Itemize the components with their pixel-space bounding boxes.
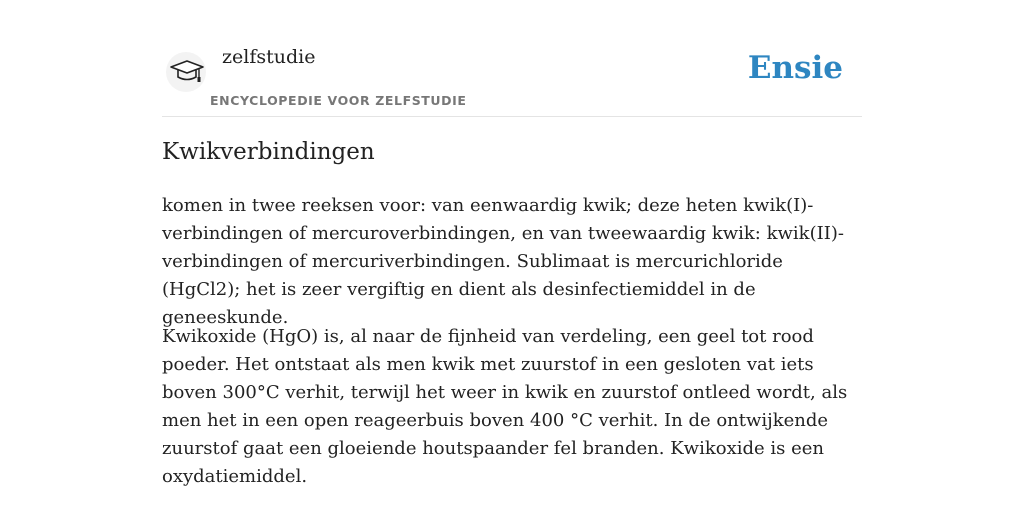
- article-title: Kwikverbindingen: [162, 139, 375, 165]
- article-paragraph: Kwikoxide (HgO) is, al naar de fijnheid van verdeling, een geel tot rood poeder. Het ontstaat als men kwik met zuurstof in een gesloten vat iets boven 300°C verhit, terwijl het weer in kwik en zuurstof ontleed wordt, als men het in een open reageerbuis boven 400 °C verhit. In de ontwijkende zuurstof gaat een gloeiende houtspaander fel branden. Kwikoxide is een oxydatiemiddel.: [162, 326, 848, 487]
- site-header: [162, 0, 862, 117]
- page: [162, 0, 862, 487]
- site-tagline: ENCYCLOPEDIE VOOR ZELFSTUDIE: [210, 93, 467, 108]
- site-name-link[interactable]: zelfstudie: [222, 46, 316, 68]
- article-paragraph: komen in twee reeksen voor: van eenwaardig kwik; deze heten kwik(I)-verbindingen of mercuroverbindingen, en van tweewaardig kwik: kwik(II)-verbindingen of mercuriverbindingen. Sublimaat is mercurichloride (HgCl2); het is zeer vergiftig en dient als desinfectiemiddel in de geneeskunde.: [162, 195, 844, 328]
- graduation-cap-icon[interactable]: [166, 52, 206, 92]
- ensie-brand-link[interactable]: Ensie: [747, 50, 843, 86]
